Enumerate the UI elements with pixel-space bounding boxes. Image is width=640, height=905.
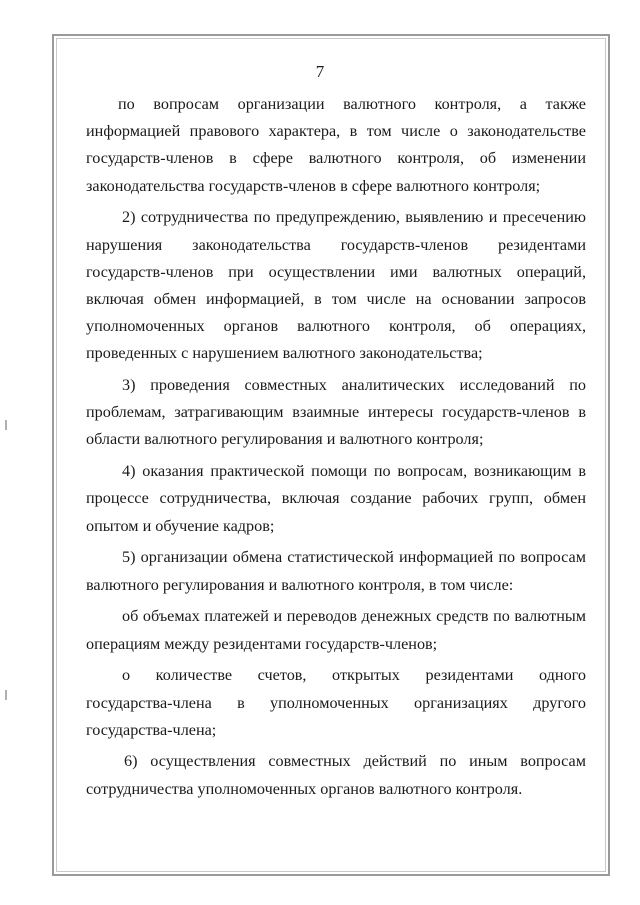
text-line: 4) оказания практической помощи по вопросам, возникающим в xyxy=(122,462,586,481)
paragraph xyxy=(86,204,586,367)
text-line: нарушения законодательства государств-членов резидентами xyxy=(86,235,586,254)
text-line: проблемам, затрагивающим взаимные интересы государств-членов в xyxy=(86,403,586,422)
text-line: по вопросам организации валютного контроля, а также xyxy=(118,95,586,113)
text-line: об объемах платежей и переводов денежных средств по валютным xyxy=(122,607,586,626)
text-line: сотрудничества уполномоченных органов валютного контроля. xyxy=(86,779,523,798)
text-line: государства-члена; xyxy=(86,720,217,739)
text-line: 3) проведения совместных аналитических исследований по xyxy=(122,376,586,395)
paragraph xyxy=(86,458,586,540)
paragraph xyxy=(86,603,586,657)
text-line: государства-члена в уполномоченных организациях другого xyxy=(86,693,586,712)
text-line: информацией правового характера, в том числе о законодательстве xyxy=(86,122,586,141)
text-line: проведенных с нарушением валютного законодательства; xyxy=(86,344,483,363)
text-line: опытом и обучение кадров; xyxy=(86,516,275,535)
text-line: 2) сотрудничества по предупреждению, выявлению и пресечению xyxy=(122,208,586,227)
margin-mark xyxy=(5,690,7,700)
text-line: 5) организации обмена статистической информацией по вопросам xyxy=(122,548,586,567)
margin-mark xyxy=(5,420,7,430)
paragraph xyxy=(86,91,586,200)
text-line: законодательства государств-членов в сфере валютного контроля; xyxy=(86,176,541,195)
text-line: государств-членов в сфере валютного контроля, об изменении xyxy=(86,149,586,168)
text-line: области валютного регулирования и валютного контроля; xyxy=(86,430,484,449)
paragraph xyxy=(86,748,586,802)
text-line: о количестве счетов, открытых резидентами одного xyxy=(122,666,586,685)
page-number: 7 xyxy=(315,62,325,81)
paragraph xyxy=(86,544,586,598)
text-line: включая обмен информацией, в том числе на основании запросов xyxy=(86,289,586,308)
text-line: государств-членов при осуществлении ими валютных операций, xyxy=(86,262,586,281)
text-line: 6) осуществления совместных действий по иным вопросам xyxy=(124,752,586,771)
paragraph xyxy=(86,372,586,454)
text-line: уполномоченных органов валютного контроля, об операциях, xyxy=(86,317,586,336)
text-line: операциям между резидентами государств-членов; xyxy=(86,634,438,653)
paragraph xyxy=(86,662,586,744)
text-line: валютного регулирования и валютного контроля, в том числе: xyxy=(86,575,514,594)
document-body xyxy=(86,91,586,803)
text-line: процессе сотрудничества, включая создание рабочих групп, обмен xyxy=(86,489,586,508)
